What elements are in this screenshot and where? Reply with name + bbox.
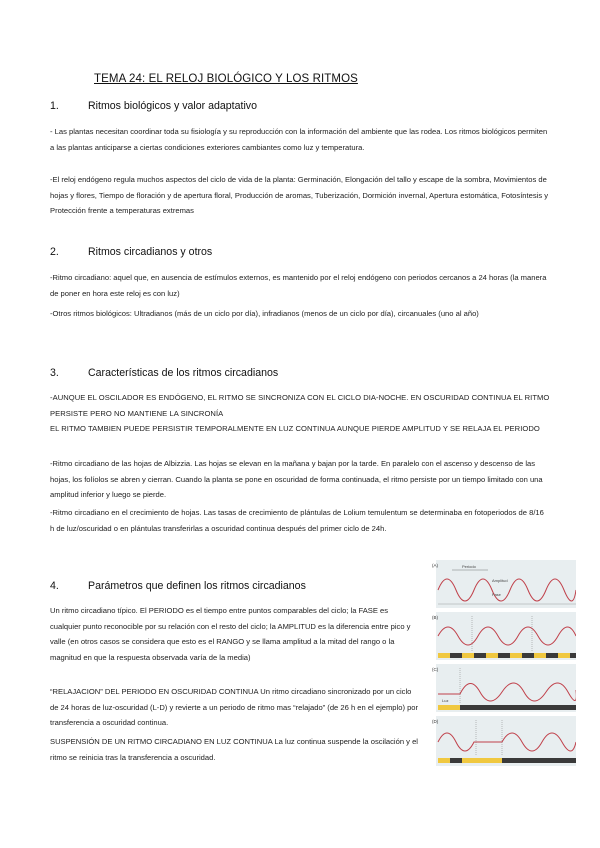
annotation-periodo: Periodo xyxy=(462,564,476,569)
section-title: Parámetros que definen los ritmos circadianos xyxy=(88,580,306,592)
section-number: 2. xyxy=(50,246,59,258)
paragraph: -El reloj endógeno regula muchos aspectos del ciclo de vida de la planta: Germinación, Elongación del tallo y escape de la sombra, Movimientos de hojas y flores, Tiempo de floración y de apertura floral, Producción de aromas, Tuberización, Dormición invernal, Apertura estomática, Fotosíntesis y Protección frente a temperaturas extremas xyxy=(50,175,549,216)
panel-label: (C) xyxy=(432,667,439,672)
light-period xyxy=(510,653,522,658)
paragraph: Un ritmo circadiano típico. El PERIODO es el tiempo entre puntos comparables del ciclo; la FASE es cualquier punto reconocible por su relación con el resto del ciclo; la AMPLITUD es la diferencia entre pico y valle (en otros casos se considera que esto es el RANGO y se llama amplitud a la mitad del rango o la magnitud en que la respuesta observada varía de la media) xyxy=(50,606,411,662)
figure-panel-c xyxy=(432,664,576,712)
panel-label: (B) xyxy=(432,615,438,620)
paragraph: - Las plantas necesitan coordinar toda su fisiología y su reproducción con la información del ambiente que las rodea. Los ritmos biológicos permiten a las plantas anticiparse a ciertas condiciones exteriores cambiantes como luz y temperatura. xyxy=(50,127,548,152)
panel-background xyxy=(436,664,576,712)
paragraph: “RELAJACION” DEL PERIODO EN OSCURIDAD CONTINUA Un ritmo circadiano sincronizado por un ciclo de 24 horas de luz-oscuridad (L-D) y revierte a un periodo de ritmo mas “relajado” (de 26 h en el ejemplo) por transferencia a oscuridad continua. xyxy=(50,687,419,728)
section-heading-1 xyxy=(50,100,257,112)
panel-label: (D) xyxy=(432,719,439,724)
paragraph: SUSPENSIÓN DE UN RITMO CIRCADIANO EN LUZ CONTINUA La luz continua suspende la oscilación y el ritmo se reinicia tras la transferencia a oscuridad. xyxy=(50,737,418,762)
light-period xyxy=(438,705,460,710)
section-heading-3 xyxy=(50,367,278,379)
panel-background xyxy=(436,560,576,608)
light-period xyxy=(438,758,450,763)
light-dark-bar xyxy=(438,758,576,763)
light-dark-bar xyxy=(438,653,576,658)
light-period xyxy=(438,653,450,658)
figure-panel-b xyxy=(432,612,576,660)
figure-panel-d xyxy=(432,716,576,766)
annotation-fase: Fase xyxy=(492,592,501,597)
paragraph: -Otros ritmos biológicos: Ultradianos (más de un ciclo por día), infradianos (menos de un ciclo por día), circanuales (uno al año) xyxy=(50,309,479,318)
figure-panel-a xyxy=(432,560,576,608)
page-title: TEMA 24: EL RELOJ BIOLÓGICO Y LOS RITMOS xyxy=(94,73,358,85)
section-number: 1. xyxy=(50,100,59,112)
panel-background xyxy=(436,612,576,660)
light-period xyxy=(558,653,570,658)
panel-label: (A) xyxy=(432,563,438,568)
light-period xyxy=(534,653,546,658)
annotation-luz: Luz xyxy=(442,698,449,703)
section-heading-4 xyxy=(50,580,306,592)
circadian-figure xyxy=(432,560,576,766)
annotation-amplitud: Amplitud xyxy=(492,578,508,583)
section-title: Características de los ritmos circadianos xyxy=(88,367,279,379)
section-title: Ritmos biológicos y valor adaptativo xyxy=(88,100,257,112)
section-number: 4. xyxy=(50,580,59,592)
light-period xyxy=(462,758,502,763)
paragraph: -Ritmo circadiano en el crecimiento de hojas. Las tasas de crecimiento de plántulas de Lolium temulentum se determinaba en fotoperiodos de 8/16 h de luz/oscuridad o en plántulas transferirlas a oscuridad continua después del primer ciclo de 24h. xyxy=(50,508,544,533)
paragraph: -Ritmo circadiano: aquel que, en ausencia de estímulos externos, es mantenido por el reloj endógeno con periodos cercanos a 24 horas (la manera de poner en hora este reloj es con luz) xyxy=(50,273,547,298)
paragraph: -AUNQUE EL OSCILADOR ES ENDÓGENO, EL RITMO SE SINCRONIZA CON EL CICLO DIA-NOCHE. EN OSCURIDAD CONTINUA EL RITMO PERSISTE PERO NO MANTIENE LA SINCRONÍA EL RITMO TAMBIEN PUEDE PERSISTIR TEMPORALMENTE EN LUZ CONTINUA AUNQUE PIERDE AMPLITUD Y SE RELAJA EL PERIODO xyxy=(50,393,550,434)
light-period xyxy=(486,653,498,658)
light-period xyxy=(462,653,474,658)
section-heading-2 xyxy=(50,246,212,258)
section-title: Ritmos circadianos y otros xyxy=(88,246,213,258)
paragraph: -Ritmo circadiano de las hojas de Albizzia. Las hojas se elevan en la mañana y bajan por la tarde. En paralelo con el ascenso y descenso de las hojas, los folíolos se abren y cierran. Cuando la planta se pone en oscuridad de forma continuada, el ritmo persiste por un tiempo limitado con una amplitud inferior y luego se pierde. xyxy=(50,459,543,500)
section-number: 3. xyxy=(50,367,59,379)
